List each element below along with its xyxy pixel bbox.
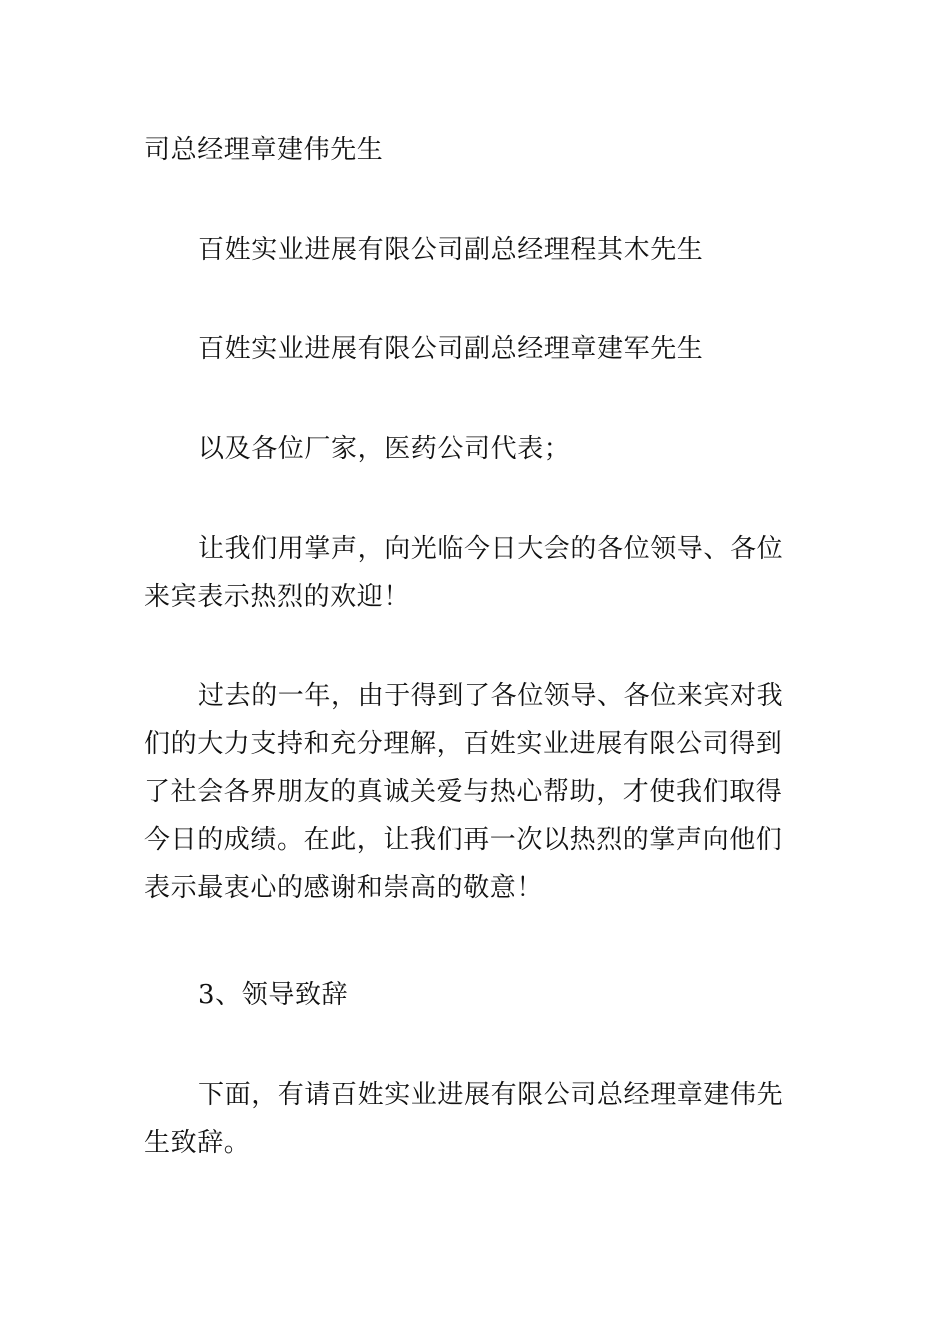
paragraph-5: 让我们用掌声，向光临今日大会的各位领导、各位来宾表示热烈的欢迎！ [144, 534, 784, 612]
paragraph-6: 过去的一年，由于得到了各位领导、各位来宾对我们的大力支持和充分理解，百姓实业进展有限公司得到了社会各界朋友的真诚关爱与热心帮助，才使我们取得今日的成绩。在此，让我们再一次以热烈的掌声向他们表示最衷心的感谢和崇高的敬意！ [144, 681, 784, 903]
paragraph-7: 下面，有请百姓实业进展有限公司总经理章建伟先生致辞。 [144, 1080, 784, 1158]
paragraph-2: 百姓实业进展有限公司副总经理程其木先生 [198, 235, 704, 265]
paragraph-1: 司总经理章建伟先生 [144, 135, 384, 165]
paragraph-3: 百姓实业进展有限公司副总经理章建军先生 [198, 334, 704, 364]
section-heading: 3、领导致辞 [198, 980, 349, 1010]
paragraph-4: 以及各位厂家，医药公司代表； [198, 434, 571, 464]
